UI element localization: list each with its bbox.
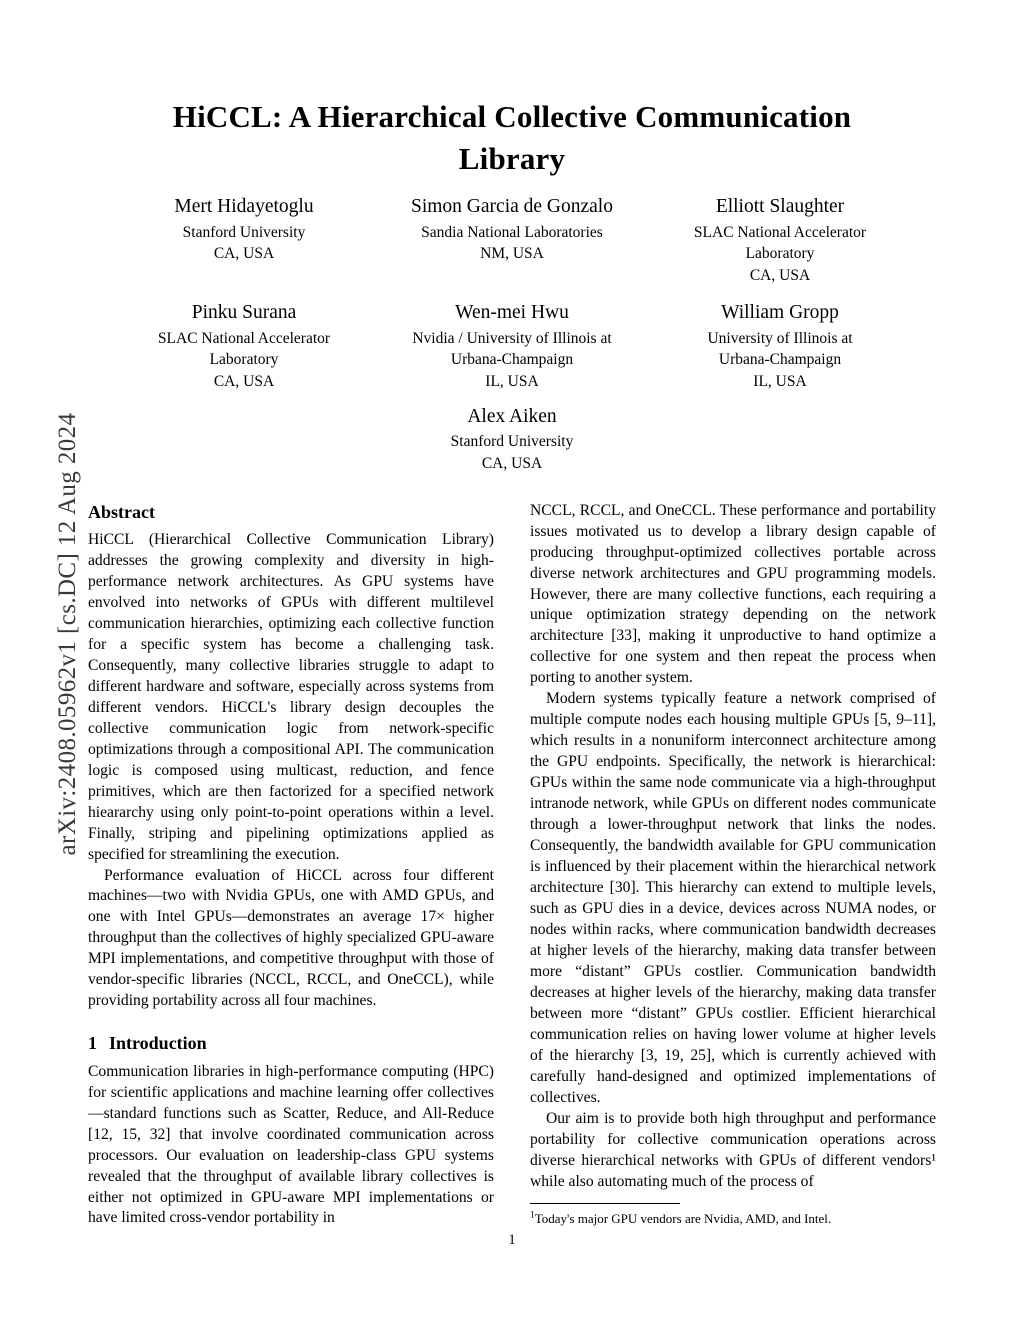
paper-content xyxy=(88,96,936,1229)
section-number: 1 xyxy=(88,1033,97,1054)
arxiv-stamp: arXiv:2408.05962v1 [cs.DC] 12 Aug 2024 xyxy=(54,412,81,856)
author-entry xyxy=(378,299,646,393)
author-block xyxy=(88,193,936,475)
author-affiliation: University of Illinois at Urbana-Champaign IL, USA xyxy=(707,329,853,390)
author-entry xyxy=(646,299,914,393)
footnote-text: Today's major GPU vendors are Nvidia, AMD, and Intel. xyxy=(534,1210,832,1226)
author-affiliation: Stanford University CA, USA xyxy=(182,223,306,263)
author-name: Wen-mei Hwu xyxy=(455,301,569,323)
abstract-paragraph: HiCCL (Hierarchical Collective Communication Library) addresses the growing complexity and diversity in high-performance network architectures. As GPU systems have envolved into networks of GPUs with different multilevel communication hierarchies, optimizing each collective function for a specific system has become a challenging task. Consequently, many collective libraries struggle to adapt to different hardware and software, especially across systems from different vendors. HiCCL's library design decouples the collective communication logic from network-specific optimizations through a compositional API. The communication logic is composed using multicast, reduction, and fence primitives, which are then factorized for a specified network hieararchy using only point-to-point operations within a level. Finally, striping and pipelining optimizations applied as specified for streamlining the execution. xyxy=(88,531,494,863)
footnote-marker: 1 xyxy=(530,1210,535,1221)
abstract-paragraph: Performance evaluation of HiCCL across four different machines—two with Nvidia GPUs, one with AMD GPUs, and one with Intel GPUs—demonstrates an average 17× higher throughput than the collectives of highly specialized GPU-aware MPI implementations, and competitive throughput with those of vendor-specific libraries (NCCL, RCCL, and OneCCL), while providing portability across all four machines. xyxy=(88,866,494,1010)
section-title: Introduction xyxy=(109,1033,207,1054)
author-name: Alex Aiken xyxy=(467,405,557,427)
introduction-paragraph: NCCL, RCCL, and OneCCL. These performance and portability issues motivated us to develop a library design capable of producing throughput-optimized collectives portable across diverse network architectures and GPU programming models. However, there are many collective functions, each requiring a unique optimization strategy depending on the network architecture [33], making it unproductive to hand optimize a collective for one system and then repeat the process when porting to another system. xyxy=(530,501,936,687)
author-entry xyxy=(110,299,378,393)
author-affiliation: SLAC National Accelerator Laboratory CA, USA xyxy=(157,329,331,390)
footnote-divider xyxy=(530,1203,680,1204)
abstract-heading: Abstract xyxy=(88,501,155,522)
author-row xyxy=(88,299,936,393)
introduction-paragraph: Communication libraries in high-performance computing (HPC) for scientific applications and machine learning offer collectives—standard functions such as Scatter, Reduce, and All-Reduce [12, 15, 32] that involve coordinated communication across processors. Our evaluation on leadership-class GPU systems revealed that the throughput of available library collectives is either not optimized in GPU-aware MPI implementations or have limited cross-vendor portability in xyxy=(88,1062,494,1227)
author-name: Mert Hidayetoglu xyxy=(174,196,314,218)
introduction-heading xyxy=(88,1032,494,1055)
introduction-paragraph: Our aim is to provide both high throughput and performance portability for collective communication operations across diverse hierarchical networks with GPUs of different vendors¹ while also automating much of the process of xyxy=(530,1109,936,1190)
footnote xyxy=(530,1210,936,1227)
left-column xyxy=(88,501,494,1230)
author-name: Elliott Slaughter xyxy=(715,196,845,218)
page-number: 1 xyxy=(508,1232,516,1248)
author-affiliation: Sandia National Laboratories NM, USA xyxy=(421,223,603,263)
author-name: William Gropp xyxy=(721,301,839,323)
right-column xyxy=(530,501,936,1230)
author-name: Pinku Surana xyxy=(191,301,297,323)
two-column-body xyxy=(88,501,936,1230)
introduction-paragraph: Modern systems typically feature a network comprised of multiple compute nodes each housing multiple GPUs [5, 9–11], which results in a nonuniform interconnect architecture among the GPU endpoints. Specifically, the network is hierarchical: GPUs within the same node communicate via a high-throughput intranode network, while GPUs on different nodes communicate through a lower-throughput network that links the nodes. Consequently, the bandwidth available for GPU communication is influenced by their placement within the hierarchical network architecture [30]. This hierarchy can extend to multiple levels, such as GPU dies in a device, devices across NUMA nodes, or nodes within racks, where communication bandwidth decreases at higher levels of the hierarchy, making data transfer between more “distant” GPUs costlier. Communication bandwidth decreases at higher levels of the hierarchy, making data transfer between more “distant” GPUs costlier. Efficient hierarchical communication relies on having lower volume at higher levels of the hierarchy [3, 19, 25], which is currently achieved with carefully hand-designed and optimized implementations of collectives. xyxy=(530,690,936,1106)
page-title: HiCCL: A Hierarchical Collective Communication Library xyxy=(172,99,852,176)
author-affiliation: SLAC National Accelerator Laboratory CA, USA xyxy=(693,223,867,285)
author-affiliation: Stanford University CA, USA xyxy=(450,433,574,472)
author-row xyxy=(88,193,936,287)
author-entry xyxy=(646,193,914,287)
author-entry xyxy=(372,403,652,475)
author-name: Simon Garcia de Gonzalo xyxy=(411,196,613,218)
author-entry xyxy=(110,193,378,265)
author-affiliation: Nvidia / University of Illinois at Urbana-Champaign IL, USA xyxy=(412,329,612,390)
author-entry xyxy=(378,193,646,265)
